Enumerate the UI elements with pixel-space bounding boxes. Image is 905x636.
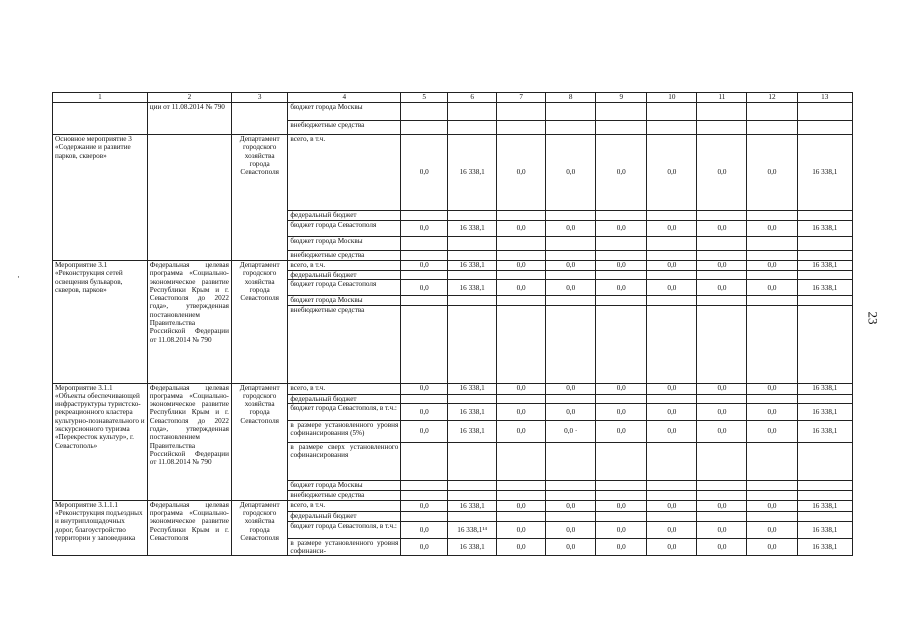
- amount-cell: 16 338,1: [448, 280, 497, 296]
- funding-source-cell: бюджет города Москвы: [288, 237, 401, 251]
- amount-cell: [497, 121, 546, 135]
- amount-cell: 0,0: [401, 135, 448, 211]
- amount-cell: [797, 305, 852, 383]
- amount-cell: [697, 490, 747, 500]
- amount-cell: 16 338,1: [797, 261, 852, 271]
- amount-cell: 0,0: [596, 521, 647, 538]
- amount-cell: 16 338,1: [448, 135, 497, 211]
- amount-cell: [497, 490, 546, 500]
- amount-cell: [596, 296, 647, 305]
- amount-cell: [647, 490, 697, 500]
- amount-cell: [546, 394, 596, 403]
- department-cell: [231, 103, 287, 135]
- amount-cell: [596, 251, 647, 261]
- program-cell: Федеральная целевая программа «Социально-экономическое развитие Республики Крым и г. Севастополя: [147, 500, 231, 556]
- amount-cell: [401, 296, 448, 305]
- amount-cell: 16 338,1: [448, 221, 497, 237]
- amount-cell: [647, 394, 697, 403]
- amount-cell: [596, 103, 647, 121]
- amount-cell: [596, 305, 647, 383]
- amount-cell: 0,0: [401, 383, 448, 394]
- amount-cell: 0,0: [596, 135, 647, 211]
- amount-cell: [596, 442, 647, 480]
- amount-cell: [747, 211, 797, 221]
- amount-cell: [401, 121, 448, 135]
- header-row: [53, 93, 853, 103]
- amount-cell: 0,0: [697, 403, 747, 420]
- amount-cell: 0,0: [497, 383, 546, 394]
- event-name-cell: Мероприятие 3.1.1.1 «Реконструкция подъездных и внутриплощадочных дорог, благоустройство территории у заповедника: [53, 500, 148, 556]
- program-cell: [147, 135, 231, 261]
- funding-source-cell: в размере сверх установленного софинансирования: [288, 442, 401, 480]
- amount-cell: [546, 121, 596, 135]
- amount-cell: 0,0: [647, 420, 697, 442]
- amount-cell: 0,0: [747, 221, 797, 237]
- amount-cell: [448, 296, 497, 305]
- page-number: 23: [865, 311, 881, 325]
- funding-source-cell: федеральный бюджет: [288, 271, 401, 280]
- amount-cell: [401, 211, 448, 221]
- amount-cell: 0,0: [401, 280, 448, 296]
- amount-cell: 0,0: [401, 261, 448, 271]
- amount-cell: [697, 251, 747, 261]
- amount-cell: [747, 305, 797, 383]
- amount-cell: [448, 394, 497, 403]
- amount-cell: 0,0: [497, 261, 546, 271]
- amount-cell: [448, 103, 497, 121]
- amount-cell: 0,0: [747, 420, 797, 442]
- column-header: 1: [53, 93, 148, 103]
- amount-cell: [448, 211, 497, 221]
- department-cell: Департамент городского хозяйства города Севастополя: [231, 261, 287, 384]
- amount-cell: 0,0: [596, 383, 647, 394]
- amount-cell: 0,0: [697, 261, 747, 271]
- amount-cell: [697, 442, 747, 480]
- column-header: 8: [546, 93, 596, 103]
- amount-cell: [647, 442, 697, 480]
- amount-cell: [448, 490, 497, 500]
- amount-cell: 0,0: [497, 403, 546, 420]
- amount-cell: 0,0: [596, 403, 647, 420]
- amount-cell: 0,0: [747, 383, 797, 394]
- event-name-cell: Основное мероприятие 3 «Содержание и развитие парков, скверов»: [53, 135, 148, 261]
- amount-cell: [401, 103, 448, 121]
- amount-cell: [797, 442, 852, 480]
- column-header: 3: [231, 93, 287, 103]
- amount-cell: 0,0 ·: [546, 420, 596, 442]
- amount-cell: [747, 271, 797, 280]
- amount-cell: [797, 237, 852, 251]
- amount-cell: [596, 394, 647, 403]
- funding-source-cell: бюджет города Москвы: [288, 480, 401, 490]
- amount-cell: [747, 103, 797, 121]
- amount-cell: [448, 237, 497, 251]
- amount-cell: [497, 103, 546, 121]
- amount-cell: 0,0: [697, 135, 747, 211]
- amount-cell: 0,0: [647, 135, 697, 211]
- stray-mark: ·: [17, 272, 20, 282]
- amount-cell: 16 338,1: [448, 500, 497, 511]
- amount-cell: 16 338,1: [448, 403, 497, 420]
- funding-source-cell: бюджет города Севастополя: [288, 221, 401, 237]
- amount-cell: [697, 121, 747, 135]
- amount-cell: [497, 296, 546, 305]
- amount-cell: 0,0: [497, 500, 546, 511]
- table-row: [53, 103, 853, 121]
- funding-source-cell: всего, в т.ч.: [288, 261, 401, 271]
- amount-cell: [497, 511, 546, 521]
- amount-cell: [401, 305, 448, 383]
- amount-cell: [596, 211, 647, 221]
- column-header: 10: [647, 93, 697, 103]
- amount-cell: 0,0: [596, 500, 647, 511]
- amount-cell: [596, 480, 647, 490]
- funding-source-cell: бюджет города Севастополя, в т.ч.:: [288, 521, 401, 538]
- amount-cell: 0,0: [697, 280, 747, 296]
- amount-cell: [401, 251, 448, 261]
- amount-cell: [697, 305, 747, 383]
- amount-cell: [401, 394, 448, 403]
- amount-cell: 0,0: [546, 500, 596, 511]
- amount-cell: [401, 490, 448, 500]
- amount-cell: [797, 394, 852, 403]
- amount-cell: 0,0: [596, 261, 647, 271]
- amount-cell: 0,0: [546, 261, 596, 271]
- amount-cell: 0,0: [647, 521, 697, 538]
- amount-cell: [497, 211, 546, 221]
- amount-cell: 0,0: [647, 280, 697, 296]
- funding-source-cell: бюджет города Москвы: [288, 103, 401, 121]
- amount-cell: [647, 305, 697, 383]
- amount-cell: [546, 480, 596, 490]
- amount-cell: 16 338,1: [797, 221, 852, 237]
- amount-cell: [647, 211, 697, 221]
- amount-cell: [697, 103, 747, 121]
- amount-cell: [596, 511, 647, 521]
- amount-cell: [647, 480, 697, 490]
- amount-cell: 16 338,1: [797, 135, 852, 211]
- table-row: [53, 135, 853, 211]
- amount-cell: [448, 442, 497, 480]
- table-row: [53, 383, 853, 394]
- amount-cell: [797, 490, 852, 500]
- amount-cell: 0,0: [596, 221, 647, 237]
- amount-cell: [546, 211, 596, 221]
- program-cell: ции от 11.08.2014 № 790: [147, 103, 231, 135]
- funding-source-cell: внебюджетные средства: [288, 305, 401, 383]
- amount-cell: [697, 511, 747, 521]
- amount-cell: [497, 271, 546, 280]
- amount-cell: 0,0: [497, 280, 546, 296]
- amount-cell: 16 338,1: [797, 403, 852, 420]
- column-header: 2: [147, 93, 231, 103]
- amount-cell: 0,0: [747, 280, 797, 296]
- amount-cell: [797, 511, 852, 521]
- amount-cell: 0,0: [647, 500, 697, 511]
- program-cell: Федеральная целевая программа «Социально-экономическое развитие Республики Крым и г. Севастополя до 2022 года», утвержденная постановлением Правительства Российской Федерации от 11.08.2014 № 790: [147, 261, 231, 384]
- amount-cell: [747, 511, 797, 521]
- funding-source-cell: бюджет города Москвы: [288, 296, 401, 305]
- amount-cell: [697, 271, 747, 280]
- amount-cell: [448, 121, 497, 135]
- amount-cell: [448, 305, 497, 383]
- amount-cell: 0,0: [697, 500, 747, 511]
- amount-cell: 0,0: [401, 500, 448, 511]
- amount-cell: 16 338,1: [797, 538, 852, 556]
- funding-source-cell: в размере установленного уровня софинанси-: [288, 538, 401, 556]
- funding-source-cell: внебюджетные средства: [288, 490, 401, 500]
- amount-cell: 0,0: [401, 521, 448, 538]
- amount-cell: 0,0: [546, 538, 596, 556]
- amount-cell: 0,0: [747, 521, 797, 538]
- amount-cell: [546, 490, 596, 500]
- amount-cell: [497, 237, 546, 251]
- amount-cell: 0,0: [401, 420, 448, 442]
- budget-table-sheet: [52, 92, 853, 598]
- amount-cell: [797, 480, 852, 490]
- funding-source-cell: федеральный бюджет: [288, 394, 401, 403]
- amount-cell: [747, 296, 797, 305]
- amount-cell: [697, 296, 747, 305]
- amount-cell: 0,0: [596, 280, 647, 296]
- column-header: 4: [288, 93, 401, 103]
- amount-cell: [448, 271, 497, 280]
- amount-cell: [401, 237, 448, 251]
- funding-source-cell: внебюджетные средства: [288, 121, 401, 135]
- table-row: [53, 261, 853, 271]
- amount-cell: 16 338,1: [448, 538, 497, 556]
- amount-cell: [647, 296, 697, 305]
- event-name-cell: Мероприятие 3.1.1 «Объекты обеспечивающей инфраструктуры туристско-рекреационного кластера культурно-познавательного и экскурсионного туризма «Перекресток культур», г. Севастополь»: [53, 383, 148, 500]
- amount-cell: 0,0: [497, 135, 546, 211]
- amount-cell: 0,0: [747, 538, 797, 556]
- amount-cell: [448, 480, 497, 490]
- amount-cell: 0,0: [596, 420, 647, 442]
- funding-source-cell: в размере установленного уровня софинансирования (5%): [288, 420, 401, 442]
- amount-cell: [747, 442, 797, 480]
- amount-cell: [448, 511, 497, 521]
- amount-cell: [647, 251, 697, 261]
- amount-cell: [797, 271, 852, 280]
- amount-cell: 0,0: [546, 135, 596, 211]
- amount-cell: 0,0: [747, 261, 797, 271]
- department-cell: Департамент городского хозяйства города Севастополя: [231, 500, 287, 556]
- amount-cell: 0,0: [697, 221, 747, 237]
- amount-cell: 0,0: [497, 221, 546, 237]
- amount-cell: 0,0: [647, 403, 697, 420]
- amount-cell: [747, 251, 797, 261]
- amount-cell: [546, 296, 596, 305]
- amount-cell: [596, 271, 647, 280]
- amount-cell: 0,0: [401, 538, 448, 556]
- amount-cell: [797, 251, 852, 261]
- amount-cell: 0,0: [546, 521, 596, 538]
- amount-cell: [546, 442, 596, 480]
- amount-cell: 16 338,1: [797, 500, 852, 511]
- event-name-cell: Мероприятие 3.1 «Реконструкция сетей освещения бульваров, скверов, парков»: [53, 261, 148, 384]
- amount-cell: 0,0: [747, 403, 797, 420]
- event-name-cell: [53, 103, 148, 135]
- column-header: 12: [747, 93, 797, 103]
- amount-cell: [747, 121, 797, 135]
- amount-cell: 0,0: [647, 538, 697, 556]
- amount-cell: [546, 271, 596, 280]
- amount-cell: 16 338,1: [448, 420, 497, 442]
- funding-source-cell: внебюджетные средства: [288, 251, 401, 261]
- program-cell: Федеральная целевая программа «Социально-экономическое развитие Республики Крым и г. Севастополя до 2022 года», утвержденная постановлением Правительства Российской Федерации от 11.08.2014 № 790: [147, 383, 231, 500]
- amount-cell: 0,0: [697, 383, 747, 394]
- amount-cell: 0,0: [401, 221, 448, 237]
- amount-cell: 0,0: [647, 261, 697, 271]
- budget-table: [52, 92, 853, 556]
- table-row: [53, 500, 853, 511]
- funding-source-cell: всего, в т.ч.: [288, 500, 401, 511]
- amount-cell: [697, 394, 747, 403]
- amount-cell: 16 338,1: [448, 261, 497, 271]
- amount-cell: 0,0: [546, 403, 596, 420]
- column-header: 13: [797, 93, 852, 103]
- amount-cell: 0,0: [596, 538, 647, 556]
- amount-cell: 0,0: [497, 521, 546, 538]
- amount-cell: [497, 305, 546, 383]
- funding-source-cell: федеральный бюджет: [288, 211, 401, 221]
- amount-cell: [747, 237, 797, 251]
- amount-cell: 0,0: [697, 521, 747, 538]
- amount-cell: 16 338,1: [448, 383, 497, 394]
- amount-cell: 0,0: [647, 383, 697, 394]
- amount-cell: [596, 121, 647, 135]
- amount-cell: [546, 251, 596, 261]
- amount-cell: [797, 296, 852, 305]
- amount-cell: [797, 211, 852, 221]
- column-header: 5: [401, 93, 448, 103]
- amount-cell: 16 338,1: [797, 280, 852, 296]
- amount-cell: [448, 251, 497, 261]
- column-header: 9: [596, 93, 647, 103]
- department-cell: Департамент городского хозяйства города Севастополя: [231, 383, 287, 500]
- amount-cell: 0,0: [546, 280, 596, 296]
- amount-cell: [697, 211, 747, 221]
- amount-cell: 16 338,1: [797, 383, 852, 394]
- amount-cell: [697, 237, 747, 251]
- amount-cell: [747, 394, 797, 403]
- column-header: 11: [697, 93, 747, 103]
- amount-cell: [647, 511, 697, 521]
- amount-cell: [497, 442, 546, 480]
- amount-cell: [546, 237, 596, 251]
- amount-cell: 0,0: [747, 135, 797, 211]
- funding-source-cell: бюджет города Севастополя: [288, 280, 401, 296]
- amount-cell: [647, 103, 697, 121]
- amount-cell: [546, 305, 596, 383]
- amount-cell: [497, 251, 546, 261]
- funding-source-cell: всего, в т.ч.: [288, 135, 401, 211]
- amount-cell: 0,0: [647, 221, 697, 237]
- amount-cell: [647, 271, 697, 280]
- amount-cell: 0,0: [747, 500, 797, 511]
- amount-cell: [546, 103, 596, 121]
- funding-source-cell: федеральный бюджет: [288, 511, 401, 521]
- amount-cell: 0,0: [497, 538, 546, 556]
- amount-cell: [697, 480, 747, 490]
- amount-cell: [596, 490, 647, 500]
- amount-cell: [647, 237, 697, 251]
- amount-cell: [647, 121, 697, 135]
- amount-cell: [401, 511, 448, 521]
- amount-cell: 0,0: [497, 420, 546, 442]
- column-header: 7: [497, 93, 546, 103]
- amount-cell: [797, 103, 852, 121]
- amount-cell: 0,0: [546, 383, 596, 394]
- amount-cell: [596, 237, 647, 251]
- amount-cell: [497, 480, 546, 490]
- funding-source-cell: бюджет города Севастополя, в т.ч.:: [288, 403, 401, 420]
- amount-cell: 16 338,1: [797, 521, 852, 538]
- amount-cell: 16 338,1: [797, 420, 852, 442]
- amount-cell: 16 338,1¹⁴: [448, 521, 497, 538]
- amount-cell: [497, 394, 546, 403]
- amount-cell: 0,0: [697, 538, 747, 556]
- amount-cell: [747, 490, 797, 500]
- amount-cell: 0,0: [401, 403, 448, 420]
- amount-cell: [401, 271, 448, 280]
- amount-cell: [401, 480, 448, 490]
- funding-source-cell: всего, в т.ч.: [288, 383, 401, 394]
- amount-cell: 0,0: [697, 420, 747, 442]
- amount-cell: [546, 511, 596, 521]
- amount-cell: [797, 121, 852, 135]
- amount-cell: 0,0: [546, 221, 596, 237]
- department-cell: Департамент городского хозяйства города Севастополя: [231, 135, 287, 261]
- column-header: 6: [448, 93, 497, 103]
- amount-cell: [401, 442, 448, 480]
- amount-cell: [747, 480, 797, 490]
